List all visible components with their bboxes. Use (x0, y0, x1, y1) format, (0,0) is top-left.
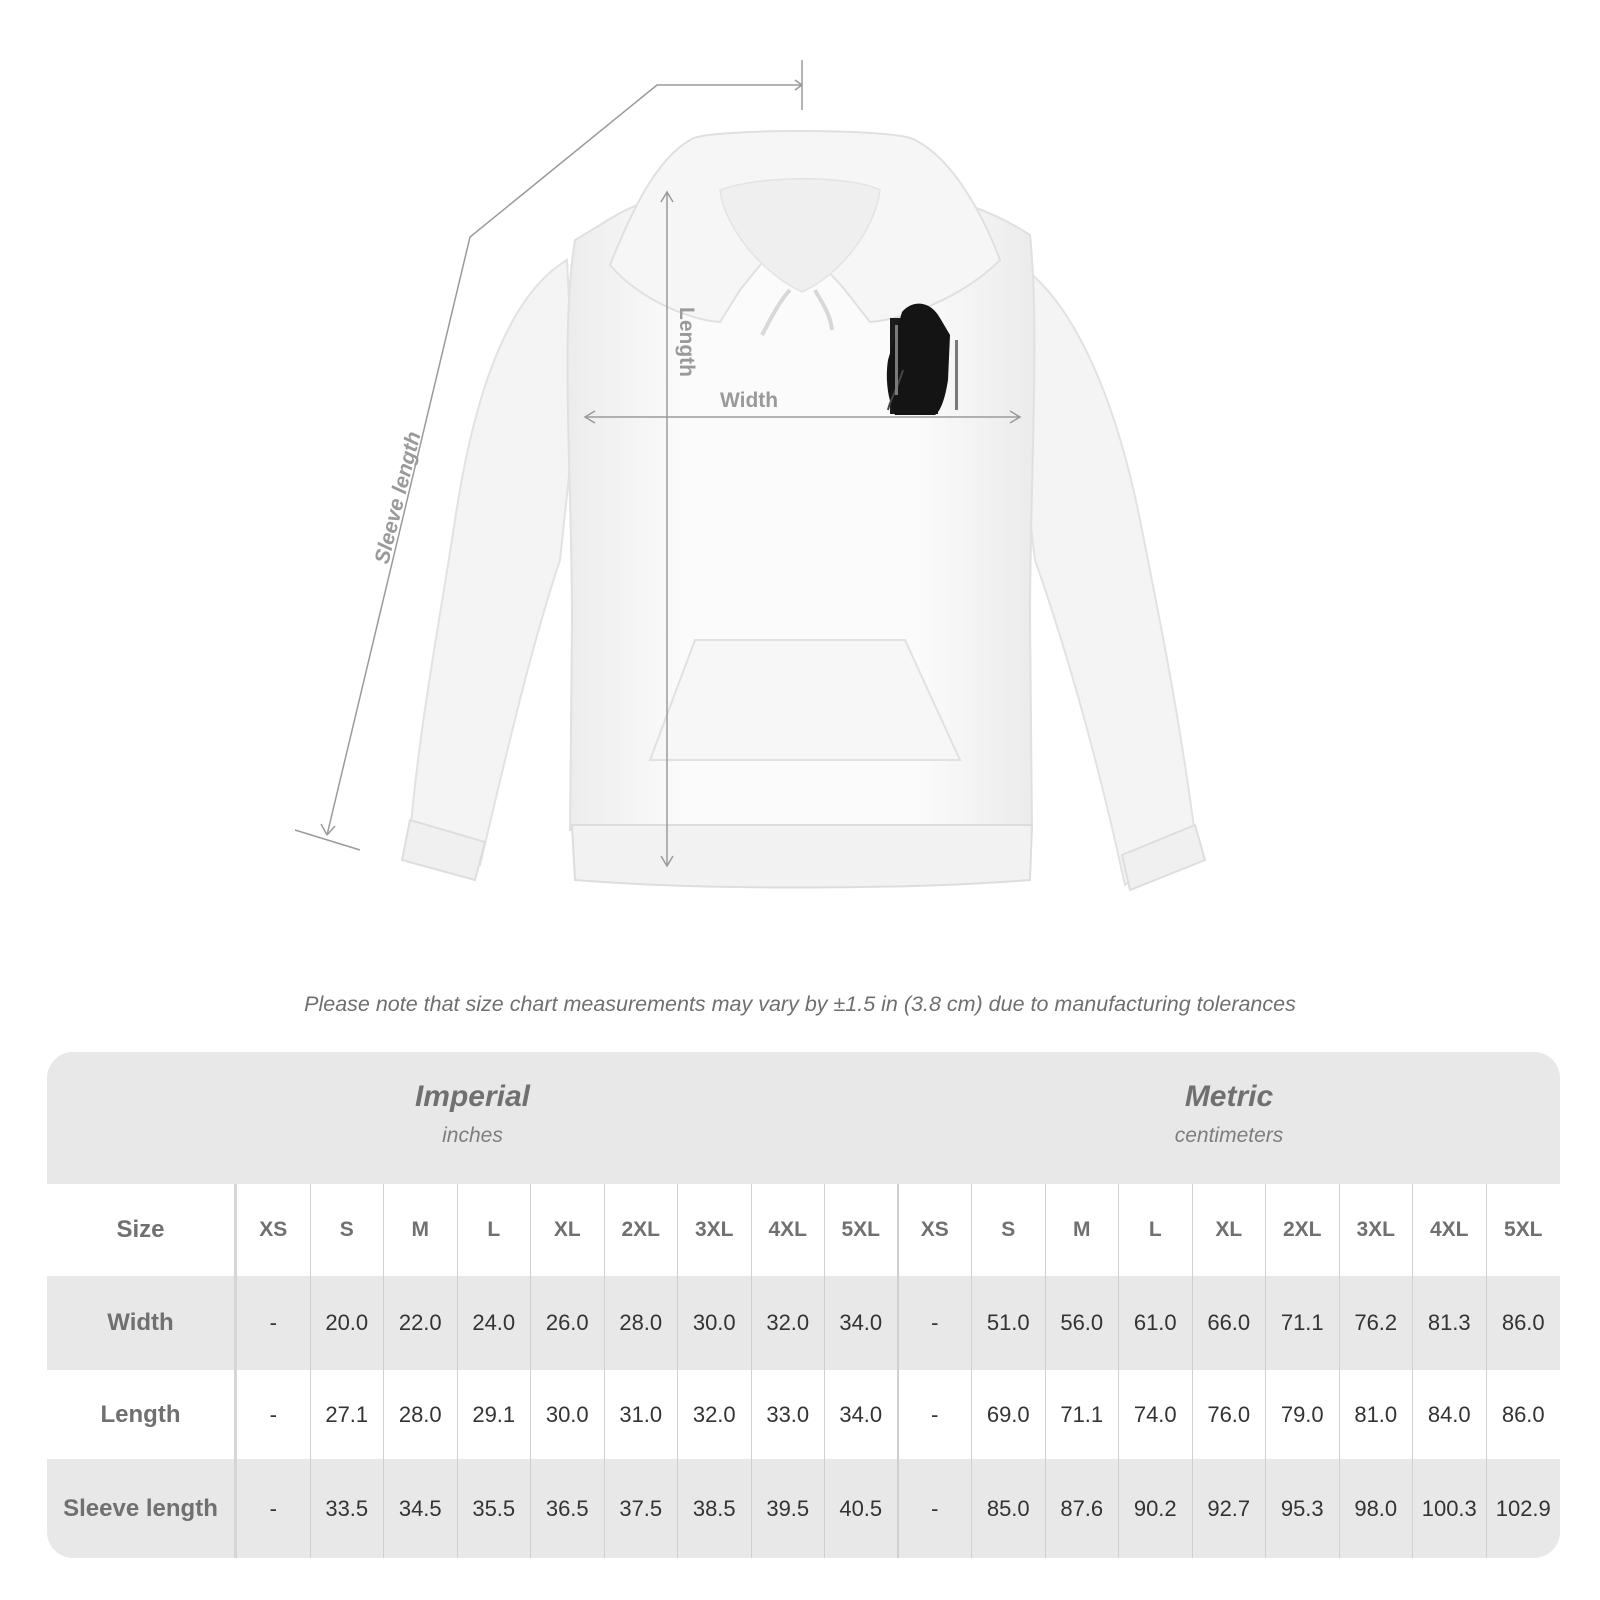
imperial-value: - (237, 1370, 311, 1459)
metric-value: 51.0 (972, 1276, 1046, 1370)
imperial-size-xl: XL (531, 1184, 605, 1276)
imperial-value: 28.0 (384, 1370, 458, 1459)
imperial-value: 22.0 (384, 1276, 458, 1370)
tolerance-note: Please note that size chart measurements may vary by ±1.5 in (3.8 cm) due to manufacturing tolerances (304, 992, 1296, 1016)
imperial-value: 34.0 (825, 1370, 899, 1459)
imperial-value: 33.0 (752, 1370, 826, 1459)
imperial-size-s: S (311, 1184, 385, 1276)
metric-value: 61.0 (1119, 1276, 1193, 1370)
length-label: Length (675, 307, 698, 377)
imperial-value: 36.5 (531, 1459, 605, 1558)
metric-size-4xl: 4XL (1413, 1184, 1487, 1276)
metric-title: Metric (1184, 1080, 1274, 1113)
metric-value: 69.0 (972, 1370, 1046, 1459)
metric-value: 100.3 (1413, 1459, 1487, 1558)
imperial-value: 35.5 (458, 1459, 532, 1558)
metric-value: 86.0 (1501, 1401, 1545, 1427)
metric-value: 76.2 (1340, 1276, 1414, 1370)
metric-value: 71.1 (1046, 1370, 1120, 1459)
metric-value: 81.3 (1413, 1276, 1487, 1370)
metric-value: 71.1 (1266, 1276, 1340, 1370)
metric-value: 84.0 (1413, 1370, 1487, 1459)
metric-size-m: M (1046, 1184, 1120, 1276)
table-row (47, 1276, 1560, 1370)
imperial-value: - (237, 1276, 311, 1370)
imperial-size-xs: XS (237, 1184, 311, 1276)
imperial-value: 20.0 (311, 1276, 385, 1370)
metric-unit: centimeters (1174, 1124, 1284, 1147)
imperial-value: 26.0 (531, 1276, 605, 1370)
table-row (47, 1370, 1560, 1459)
imperial-size-3xl: 3XL (678, 1184, 752, 1276)
imperial-value: 38.5 (678, 1459, 752, 1558)
imperial-value: 37.5 (605, 1459, 679, 1558)
imperial-value: 30.0 (678, 1276, 752, 1370)
metric-value: 92.7 (1193, 1459, 1267, 1558)
size-header-row (47, 1184, 1560, 1276)
metric-size-3xl: 3XL (1340, 1184, 1414, 1276)
metric-value: - (899, 1276, 973, 1370)
imperial-size-2xl: 2XL (605, 1184, 679, 1276)
metric-size-2xl: 2XL (1266, 1184, 1340, 1276)
metric-value: 79.0 (1266, 1370, 1340, 1459)
metric-value: 95.3 (1266, 1459, 1340, 1558)
metric-value: 74.0 (1119, 1370, 1193, 1459)
imperial-value: 40.5 (825, 1459, 899, 1558)
size-chart-table (47, 1052, 1560, 1558)
imperial-value: 32.0 (678, 1370, 752, 1459)
metric-size-s: S (972, 1184, 1046, 1276)
metric-value: 86.0 (1501, 1310, 1545, 1335)
imperial-value: 33.5 (311, 1459, 385, 1558)
metric-value: - (899, 1459, 973, 1558)
metric-size-xs: XS (899, 1184, 973, 1276)
imperial-value: - (237, 1459, 311, 1558)
imperial-size-4xl: 4XL (752, 1184, 826, 1276)
metric-value: - (899, 1370, 973, 1459)
imperial-size-5xl: 5XL (825, 1184, 899, 1276)
metric-value: 66.0 (1193, 1276, 1267, 1370)
imperial-value: 28.0 (605, 1276, 679, 1370)
imperial-value: 39.5 (752, 1459, 826, 1558)
right-sleeve (1012, 260, 1195, 885)
metric-size-xl: XL (1193, 1184, 1267, 1276)
waistband (572, 825, 1032, 888)
imperial-value: 27.1 (311, 1370, 385, 1459)
row-label: Length (47, 1370, 237, 1459)
metric-value: 90.2 (1119, 1459, 1193, 1558)
imperial-value: 31.0 (605, 1370, 679, 1459)
metric-header (898, 1052, 1560, 1184)
imperial-value: 34.5 (384, 1459, 458, 1558)
imperial-value: 32.0 (752, 1276, 826, 1370)
metric-value: 76.0 (1193, 1370, 1267, 1459)
metric-value: 98.0 (1340, 1459, 1414, 1558)
imperial-header (47, 1052, 898, 1184)
metric-value: 81.0 (1340, 1370, 1414, 1459)
imperial-title: Imperial (414, 1080, 531, 1113)
imperial-value: 30.0 (531, 1370, 605, 1459)
metric-value: 102.9 (1495, 1495, 1551, 1521)
metric-value: 56.0 (1046, 1276, 1120, 1370)
size-label: Size (47, 1184, 237, 1276)
metric-size-l: L (1119, 1184, 1193, 1276)
row-label: Sleeve length (47, 1459, 237, 1558)
imperial-unit: inches (442, 1124, 503, 1147)
metric-value: 85.0 (972, 1459, 1046, 1558)
metric-value: 87.6 (1046, 1459, 1120, 1558)
imperial-value: 34.0 (825, 1276, 899, 1370)
kangaroo-pocket (650, 640, 960, 760)
imperial-size-l: L (458, 1184, 532, 1276)
metric-size-5xl: 5XL (1503, 1218, 1543, 1241)
sleeve-length-label: Sleeve length (370, 429, 426, 567)
table-row (47, 1459, 1560, 1558)
imperial-size-m: M (384, 1184, 458, 1276)
width-label: Width (720, 389, 779, 412)
imperial-value: 29.1 (458, 1370, 532, 1459)
left-sleeve (410, 260, 575, 865)
imperial-value: 24.0 (458, 1276, 532, 1370)
row-label: Width (47, 1276, 237, 1370)
